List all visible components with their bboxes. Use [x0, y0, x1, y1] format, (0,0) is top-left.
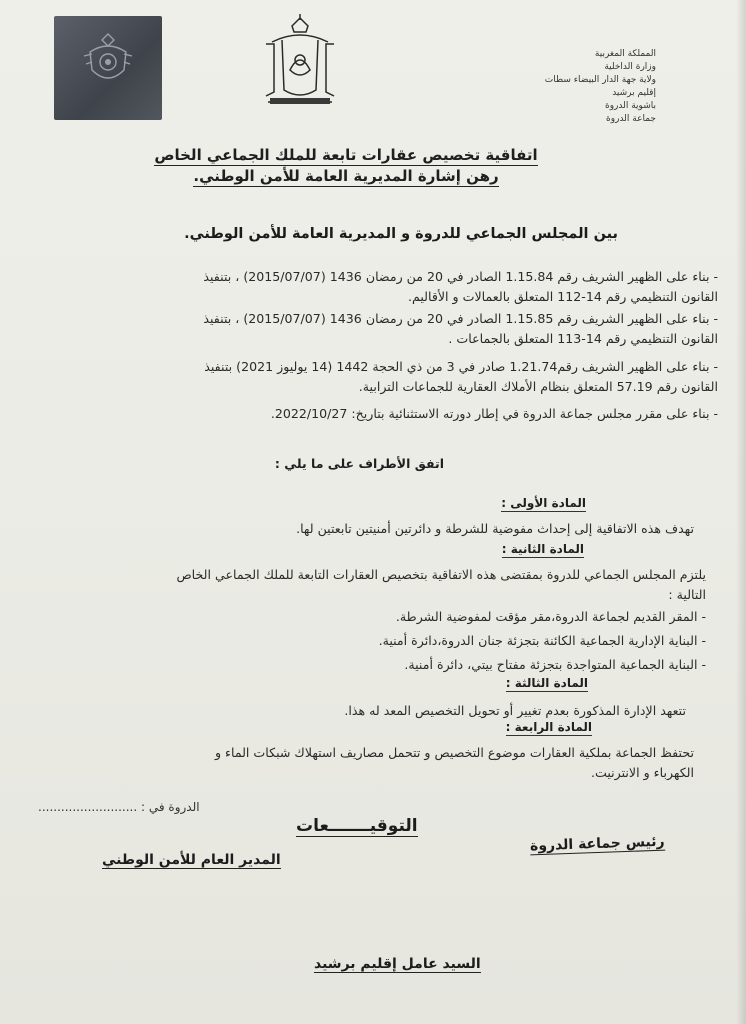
police-emblem-stamp: [54, 16, 162, 120]
agreement-intro: اتفق الأطراف على ما يلي :: [274, 456, 444, 471]
article-2-heading: المادة الثانية :: [501, 542, 584, 556]
dgsn-signature-label: المدير العام للأمن الوطني: [102, 852, 281, 868]
admin-line-kingdom: المملكة المغربية: [594, 49, 656, 59]
preamble-line: - بناء على الظهير الشريف رقم 1.15.84 الصادر في 20 من رمضان 1436 (2015/07/07) ، بتنفيذ: [203, 269, 718, 284]
article-2-item: - البناية الجماعية المتواجدة بتجزئة مفتاح بيتي، دائرة أمنية.: [404, 657, 706, 672]
admin-line-commune: جماعة الدروة: [606, 114, 656, 124]
page-edge-shadow: [736, 0, 746, 1024]
preamble-line: - بناء على مقرر مجلس جماعة الدروة في إطار دورته الاستثنائية بتاريخ: 2022/10/27.: [270, 406, 718, 421]
article-1-text: تهدف هذه الاتفاقية إلى إحداث مفوضية للشرطة و دائرتين أمنيتين تابعتين لها.: [296, 521, 694, 536]
governor-signature-label: السيد عامل إقليم برشيد: [314, 956, 481, 972]
preamble-line: القانون التنظيمي رقم 14-113 المتعلق بالجماعات .: [448, 331, 718, 346]
document-title: [146, 145, 546, 187]
title-line-2: رهن إشارة المديرية العامة للأمن الوطني.: [193, 167, 499, 185]
article-2-item: - المقر القديم لجماعة الدروة،مقر مؤقت لمفوضية الشرطة.: [395, 609, 706, 624]
article-2-text: التالية :: [668, 587, 706, 602]
place-date-line: الدروة في : ..........................: [38, 800, 200, 814]
article-4-text: الكهرباء و الانترنيت.: [590, 765, 694, 780]
signatures-heading: التوقيـــــــعات: [296, 816, 418, 836]
article-3-text: تتعهد الإدارة المذكورة بعدم تغيير أو تحويل التخصيص المعد له هذا.: [344, 703, 686, 718]
article-2-item: - البناية الإدارية الجماعية الكائنة بتجزئة جنان الدروة،دائرة أمنية.: [378, 633, 706, 648]
admin-line-province: إقليم برشيد: [612, 88, 656, 98]
article-4-text: تحتفظ الجماعة بملكية العقارات موضوع التخصيص و تتحمل مصاريف استهلاك شبكات الماء و: [214, 745, 694, 760]
admin-line-region: ولاية جهة الدار البيضاء سطات: [544, 75, 656, 85]
police-emblem-icon: [80, 30, 136, 90]
article-4-heading: المادة الرابعة :: [505, 720, 592, 734]
preamble-line: القانون التنظيمي رقم 14-112 المتعلق بالعمالات و الأقاليم.: [407, 289, 718, 304]
admin-line-pashalik: باشوية الدروة: [604, 101, 656, 111]
parties-line: بين المجلس الجماعي للدروة و المديرية العامة للأمن الوطني.: [184, 226, 618, 242]
title-line-1: اتفاقية تخصيص عقارات تابعة للملك الجماعي الخاص: [154, 146, 538, 164]
president-signature-label: رئيس جماعة الدروة: [529, 833, 665, 855]
preamble-line: - بناء على الظهير الشريف رقم1.21.74 صادر في 3 من ذي الحجة 1442 (14 يوليوز 2021) بتنفيذ: [204, 359, 718, 374]
article-1-heading: المادة الأولى :: [501, 496, 586, 510]
admin-line-ministry: وزارة الداخلية: [604, 62, 656, 72]
article-2-text: يلتزم المجلس الجماعي للدروة بمقتضى هذه الاتفاقية بتخصيص العقارات التابعة للملك الجماعي الخاص: [176, 567, 706, 582]
royal-crest-icon: [262, 14, 338, 108]
preamble-line: القانون رقم 57.19 المتعلق بنظام الأملاك العقارية للجماعات الترابية.: [358, 379, 718, 394]
article-3-heading: المادة الثالثة :: [505, 676, 588, 690]
administrative-header: [456, 48, 656, 126]
preamble-line: - بناء على الظهير الشريف رقم 1.15.85 الصادر في 20 من رمضان 1436 (2015/07/07) ، بتنفيذ: [203, 311, 718, 326]
